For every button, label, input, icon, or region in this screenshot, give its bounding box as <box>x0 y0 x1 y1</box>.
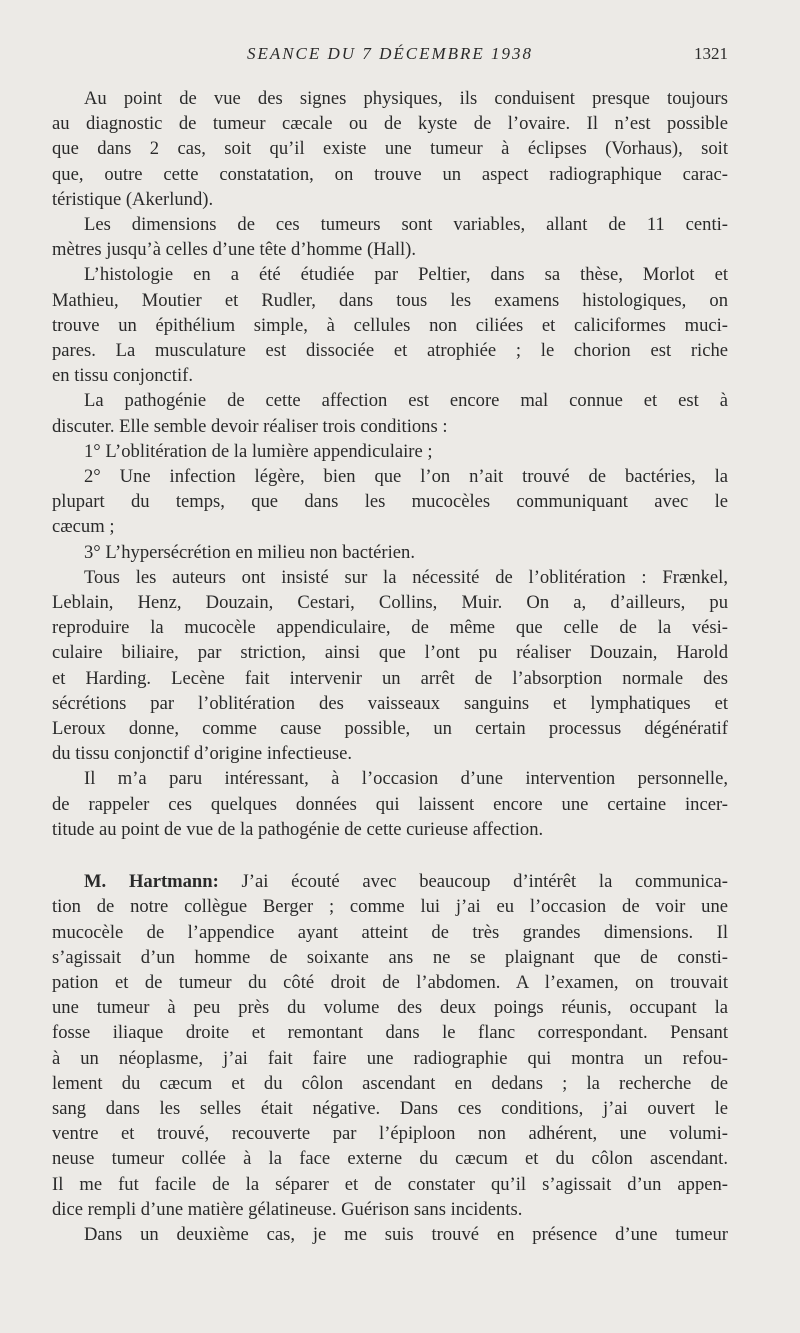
text-line: plupart du temps, que dans les mucocèles communiquant avec le <box>52 491 728 513</box>
paragraph <box>52 439 728 464</box>
text-line: titude au point de vue de la pathogénie de cette curieuse affection. <box>52 818 544 840</box>
text-line: 3° L’hypersécrétion en milieu non bactérien. <box>84 541 415 563</box>
text-line: du tissu conjonctif d’origine infectieuse. <box>52 743 353 765</box>
text-line: pares. La musculature est dissociée et atrophiée ; le chorion est riche <box>52 340 728 362</box>
text-line <box>52 869 728 894</box>
paragraph <box>52 212 728 262</box>
line-text: J’ai écouté avec beaucoup d’intérêt la communica- <box>218 871 728 893</box>
paragraph <box>52 1222 728 1247</box>
text-line: 1° L’oblitération de la lumière appendiculaire ; <box>84 440 433 462</box>
text-line: mètres jusqu’à celles d’une tête d’homme (Hall). <box>52 239 416 261</box>
text-line: ventre et trouvé, recouverte par l’épiploon non adhérent, une volumi- <box>52 1123 728 1145</box>
text-line: sécrétions par l’oblitération des vaisseaux sanguins et lymphatiques et <box>52 692 728 714</box>
text-line: Mathieu, Moutier et Rudler, dans tous les examens histologiques, on <box>52 289 728 311</box>
paragraph <box>52 869 728 1222</box>
running-title: SEANCE DU 7 DÉCEMBRE 1938 <box>246 44 534 63</box>
text-line: discuter. Elle semble devoir réaliser trois conditions : <box>52 415 448 437</box>
text-line: Il m’a paru intéressant, à l’occasion d’une intervention personnelle, <box>84 768 728 790</box>
text-line: La pathogénie de cette affection est encore mal connue et est à <box>84 390 728 412</box>
section-gap <box>52 842 728 869</box>
text-line: culaire biliaire, par striction, ainsi que l’ont pu réaliser Douzain, Harold <box>52 642 728 664</box>
text-line: que, outre cette constatation, on trouve un aspect radiographique carac- <box>52 163 728 185</box>
body-text <box>52 86 728 1247</box>
paragraph <box>52 565 728 767</box>
text-line: s’agissait d’un homme de soixante ans ne se plaignant que de consti- <box>52 946 728 968</box>
paragraph <box>52 388 728 438</box>
text-line: reproduire la mucocèle appendiculaire, de même que celle de la vési- <box>52 617 728 639</box>
text-line: que dans 2 cas, soit qu’il existe une tumeur à éclipses (Vorhaus), soit <box>52 138 728 160</box>
text-line: Il me fut facile de la séparer et de constater qu’il s’agissait d’un appen- <box>52 1173 728 1195</box>
text-line: en tissu conjonctif. <box>52 365 193 387</box>
page-number: 1321 <box>694 44 728 63</box>
text-line: Tous les auteurs ont insisté sur la nécessité de l’oblitération : Frænkel, <box>84 566 728 588</box>
text-line: Les dimensions de ces tumeurs sont variables, allant de 11 centi- <box>84 214 728 236</box>
text-line: au diagnostic de tumeur cæcale ou de kyste de l’ovaire. Il n’est possible <box>52 113 728 135</box>
text-line: dice rempli d’une matière gélatineuse. Guérison sans incidents. <box>52 1198 523 1220</box>
text-line: pation et de tumeur du côté droit de l’abdomen. A l’examen, on trouvait <box>52 971 728 993</box>
text-line: lement du cæcum et du côlon ascendant en dedans ; la recherche de <box>52 1072 728 1094</box>
paragraph <box>52 766 728 842</box>
text-line: Au point de vue des signes physiques, ils conduisent presque toujours <box>84 88 728 109</box>
text-line: mucocèle de l’appendice ayant atteint de très grandes dimensions. Il <box>52 921 728 943</box>
text-line: téristique (Akerlund). <box>52 188 214 210</box>
page-header <box>52 44 728 68</box>
text-line: Dans un deuxième cas, je me suis trouvé en présence d’une tumeur <box>84 1223 728 1245</box>
paragraph <box>52 464 728 540</box>
text-line: à un néoplasme, j’ai fait faire une radiographie qui montra un refou- <box>52 1047 728 1069</box>
speaker-name: M. Hartmann: <box>84 871 219 893</box>
text-line: L’histologie en a été étudiée par Peltier, dans sa thèse, Morlot et <box>84 264 728 286</box>
text-line: trouve un épithélium simple, à cellules non ciliées et caliciformes muci- <box>52 314 728 336</box>
text-line: tion de notre collègue Berger ; comme lui j’ai eu l’occasion de voir une <box>52 896 728 918</box>
text-line: Leroux donne, comme cause possible, un certain processus dégénératif <box>52 718 728 740</box>
text-line: Leblain, Henz, Douzain, Cestari, Collins, Muir. On a, d’ailleurs, pu <box>52 592 728 614</box>
text-line: une tumeur à peu près du volume des deux poings réunis, occupant la <box>52 997 728 1019</box>
text-line: 2° Une infection légère, bien que l’on n’ait trouvé de bactéries, la <box>84 466 728 488</box>
paragraph <box>52 540 728 565</box>
text-line: et Harding. Lecène fait intervenir un arrêt de l’absorption normale des <box>52 667 728 689</box>
text-line: de rappeler ces quelques données qui laissent encore une certaine incer- <box>52 793 728 815</box>
text-line: neuse tumeur collée à la face externe du cæcum et du côlon ascendant. <box>52 1148 728 1170</box>
text-line: fosse iliaque droite et remontant dans le flanc correspondant. Pensant <box>52 1022 728 1044</box>
paragraph <box>52 86 728 212</box>
paragraph <box>52 262 728 388</box>
text-line: cæcum ; <box>52 516 115 538</box>
text-line: sang dans les selles était négative. Dans ces conditions, j’ai ouvert le <box>52 1097 728 1119</box>
